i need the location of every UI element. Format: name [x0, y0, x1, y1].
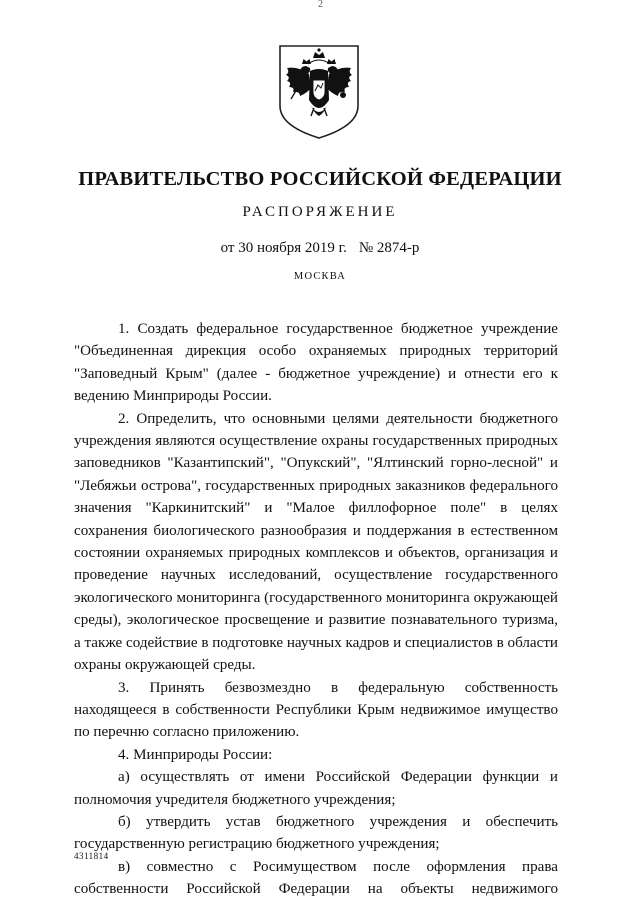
order-paragraph: 3. Принять безвозмездно в федеральную собственность находящееся в собственности Республики Крым недвижимое имущество по перечню согласно приложению.: [74, 679, 558, 741]
order-date-line: [0, 240, 640, 257]
order-subparagraph: б) утвердить устав бюджетного учреждения и обеспечить государственную регистрацию бюджетного учреждения;: [74, 813, 558, 853]
order-number: № 2874-р: [358, 240, 420, 256]
order-paragraph: 2. Определить, что основными целями деятельности бюджетного учреждения являются осуществление охраны государственных природных заповедников "Казантипский", "Опукский", "Ялтинский горно-лесной" и "Лебяжьи острова", государственных природных заказников федерального значения "Каркинитский" и "Малое филлофорное поле" в целях сохранения биологического разнообразия и поддержания в естественном состоянии охраняемых природных комплексов и объектов, организация и проведение научных исследований, осуществление государственного экологического мониторинга (государственного мониторинга окружающей среды), экологическое просвещение и развитие познавательного туризма, а также содействие в подготовке научных кадров и специалистов в области охраны окружающей среды.: [74, 410, 558, 674]
government-title: ПРАВИТЕЛЬСТВО РОССИЙСКОЙ ФЕДЕРАЦИИ: [78, 168, 562, 190]
order-paragraph: 4. Минприроды России:: [118, 746, 273, 763]
document-type-title: РАСПОРЯЖЕНИЕ: [242, 204, 398, 220]
page-number: 2: [318, 0, 323, 10]
order-subparagraph: в) совместно с Росимуществом после оформления права собственности Российской Федерации на объекты недвижимого: [74, 858, 558, 898]
order-date: от 30 ноября 2019 г.: [220, 240, 347, 256]
coat-of-arms-icon: [278, 44, 360, 140]
order-body: [74, 318, 558, 901]
order-subparagraph: а) осуществлять от имени Российской Федерации функции и полномочия учредителя бюджетного учреждения;: [74, 769, 558, 808]
order-paragraph: 1. Создать федеральное государственное бюджетное учреждение "Объединенная дирекция особо охраняемых природных территорий "Заповедный Крым" (далее - бюджетное учреждение) и отнести его к ведению Минприроды России.: [74, 321, 558, 405]
order-city: МОСКВА: [293, 271, 347, 282]
document-code: 4311814: [74, 851, 109, 861]
